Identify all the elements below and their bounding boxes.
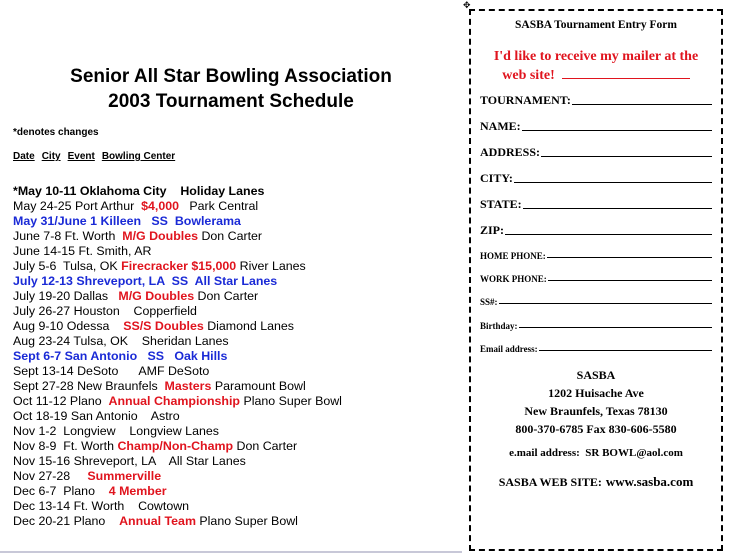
column-headers (13, 151, 182, 162)
schedule-row (13, 454, 342, 469)
schedule-row (13, 319, 342, 334)
mailer-blank[interactable] (562, 66, 690, 79)
event-text: June 14-15 Ft. Smith, AR (13, 244, 152, 258)
schedule-row (13, 289, 342, 304)
event-text: *May 10-11 Oklahoma City Holiday Lanes (13, 184, 265, 198)
schedule-row (13, 184, 342, 199)
name-field[interactable]: NAME: (480, 119, 712, 134)
event-text: Don Carter (194, 289, 259, 303)
event-text: Oct 11-12 Plano (13, 394, 109, 408)
street-address: 1202 Huisache Ave (548, 386, 644, 400)
schedule-row (13, 259, 342, 274)
schedule-subtitle: 2003 Tournament Schedule (108, 91, 354, 112)
bottom-divider (0, 551, 462, 553)
corner-mark: ✥ (463, 0, 471, 10)
mailer-request (471, 47, 721, 85)
website-link[interactable]: www.sasba.com (605, 474, 694, 489)
tournament-field[interactable]: TOURNAMENT: (480, 93, 712, 108)
event-highlight: M/G Doubles (118, 289, 195, 303)
event-text: Don Carter (198, 229, 263, 243)
event-text: Park Central (179, 199, 259, 213)
event-highlight: Annual Team (119, 514, 196, 528)
email-line: e.mail address: SR BOWL@aol.com (509, 447, 683, 459)
event-text: Diamond Lanes (203, 319, 294, 333)
event-highlight: Firecracker $15,000 (121, 259, 237, 273)
city-field[interactable]: CITY: (480, 171, 712, 186)
event-highlight: Masters (164, 379, 212, 393)
event-text: July 12-13 Shreveport, LA SS All Star Lanes (13, 274, 278, 288)
changes-note: *denotes changes (13, 127, 99, 138)
website-line: SASBA WEB SITE: www.sasba.com (498, 474, 694, 489)
ssn-field[interactable]: SS#: (480, 297, 712, 307)
mailer-line1: I'd like to receive my mailer at the (493, 49, 699, 64)
event-highlight: $4,000 (141, 199, 179, 213)
schedule-row (13, 499, 342, 514)
event-text: May 31/June 1 Killeen SS Bowlerama (13, 214, 241, 228)
event-text: Plano Super Bowl (240, 394, 342, 408)
event-highlight: Champ/Non-Champ (117, 439, 234, 453)
phone-fax: 800-370-6785 Fax 830-606-5580 (515, 422, 677, 436)
schedule-row (13, 244, 342, 259)
event-list (13, 184, 342, 529)
event-highlight: Summerville (87, 469, 162, 483)
zip-field[interactable]: ZIP: (480, 223, 712, 238)
org-name: SASBA (576, 368, 616, 382)
birthday-field[interactable]: Birthday: (480, 321, 712, 331)
city-state-zip: New Braunfels, Texas 78130 (524, 404, 668, 418)
entry-form (469, 9, 723, 551)
event-text: July 19-20 Dallas (13, 289, 119, 303)
event-text: Nov 8-9 Ft. Worth (13, 439, 118, 453)
event-text: July 5-6 Tulsa, OK (13, 259, 122, 273)
event-text: Dec 13-14 Ft. Worth Cowtown (13, 499, 190, 513)
work-phone-field[interactable]: WORK PHONE: (480, 274, 712, 284)
event-text: Sept 13-14 DeSoto AMF DeSoto (13, 364, 210, 378)
state-field[interactable]: STATE: (480, 197, 712, 212)
column-bowling-center: Bowling Center (101, 151, 176, 162)
mailer-line2: web site! (502, 68, 555, 83)
schedule-row (13, 199, 342, 214)
column-event: Event (67, 151, 95, 162)
event-text: River Lanes (236, 259, 306, 273)
event-text: July 26-27 Houston Copperfield (13, 304, 197, 318)
email-value[interactable]: SR BOWL@aol.com (585, 447, 683, 459)
column-date: Date (13, 151, 35, 162)
schedule-row (13, 214, 342, 229)
schedule-row (13, 409, 342, 424)
event-text: Aug 23-24 Tulsa, OK Sheridan Lanes (13, 334, 229, 348)
event-text: Plano Super Bowl (195, 514, 298, 528)
event-highlight: Annual Championship (108, 394, 240, 408)
schedule-row (13, 364, 342, 379)
event-text: Don Carter (233, 439, 298, 453)
schedule-row (13, 469, 342, 484)
event-text: Nov 15-16 Shreveport, LA All Star Lanes (13, 454, 246, 468)
schedule-row (13, 349, 342, 364)
schedule-row (13, 439, 342, 454)
event-text: Paramount Bowl (211, 379, 306, 393)
schedule-row (13, 394, 342, 409)
schedule-row (13, 514, 342, 529)
schedule-title: Senior All Star Bowling Association (70, 66, 392, 87)
event-text: Nov 1-2 Longview Longview Lanes (13, 424, 219, 438)
home-phone-field[interactable]: HOME PHONE: (480, 251, 712, 261)
schedule-row (13, 484, 342, 499)
schedule-row (13, 274, 342, 289)
event-text: June 7-8 Ft. Worth (13, 229, 123, 243)
schedule-row (13, 229, 342, 244)
schedule-row (13, 379, 342, 394)
event-text: Sept 27-28 New Braunfels (13, 379, 165, 393)
event-text: Oct 18-19 San Antonio Astro (13, 409, 180, 423)
column-city: City (41, 151, 61, 162)
email-address-field[interactable]: Email address: (480, 344, 712, 354)
address-field[interactable]: ADDRESS: (480, 145, 712, 160)
schedule-row (13, 334, 342, 349)
schedule-row (13, 304, 342, 319)
event-text: Dec 6-7 Plano (13, 484, 109, 498)
event-text: Nov 27-28 (13, 469, 88, 483)
event-highlight: 4 Member (108, 484, 167, 498)
form-title: SASBA Tournament Entry Form (515, 19, 677, 31)
event-highlight: M/G Doubles (122, 229, 198, 243)
event-highlight: SS/S Doubles (123, 319, 204, 333)
event-text: Sept 6-7 San Antonio SS Oak Hills (13, 349, 228, 363)
schedule-row (13, 424, 342, 439)
event-text: Dec 20-21 Plano (13, 514, 120, 528)
event-text: Aug 9-10 Odessa (13, 319, 124, 333)
event-text: May 24-25 Port Arthur (13, 199, 142, 213)
